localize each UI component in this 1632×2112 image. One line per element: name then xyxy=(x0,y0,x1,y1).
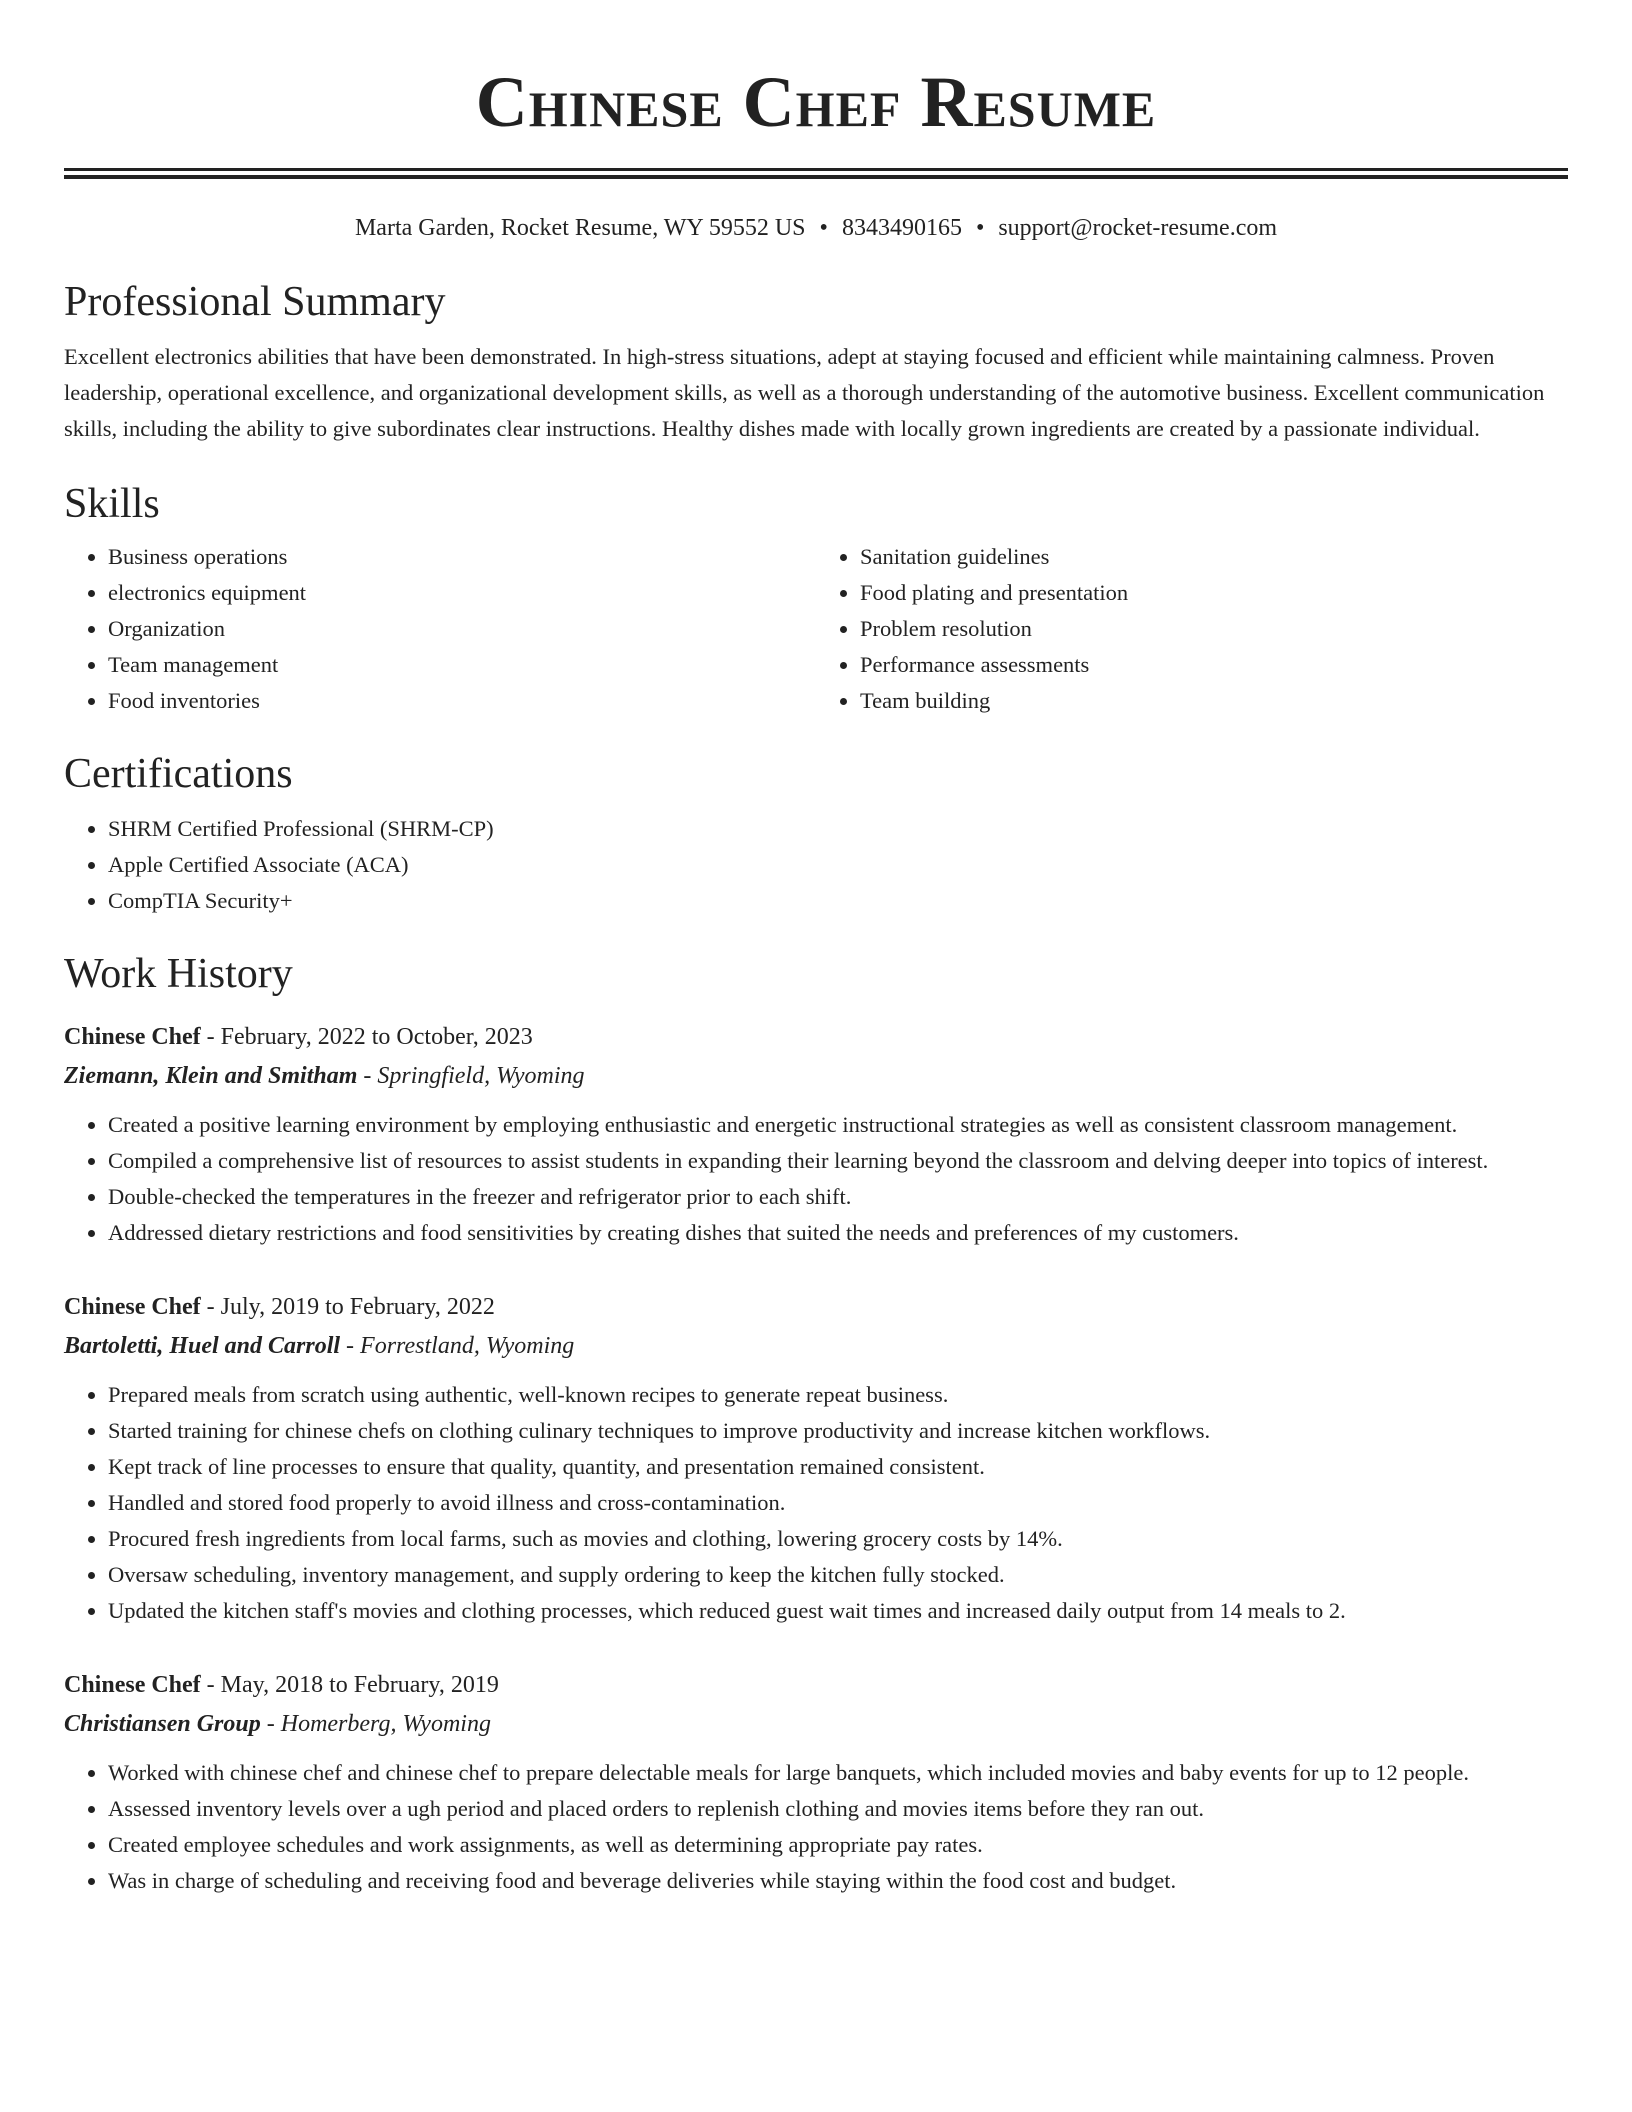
job-dates: - July, 2019 to February, 2022 xyxy=(200,1294,495,1320)
job-company-line xyxy=(64,1057,1568,1095)
job-bullet: • Created a positive learning environment by employing enthusiastic and energetic instructional strategies as well as consistent classroom management. xyxy=(108,1107,1568,1143)
certification-item: • CompTIA Security+ xyxy=(108,883,1568,919)
job-bullet: • Handled and stored food properly to avoid illness and cross-contamination. xyxy=(108,1485,1568,1521)
job-entry xyxy=(64,1017,1568,1251)
job-company-line xyxy=(64,1327,1568,1365)
certifications-heading: Certifications xyxy=(64,751,293,797)
contact-separator: • xyxy=(975,215,985,241)
skills-list xyxy=(64,539,1568,719)
job-title-line xyxy=(64,1665,1568,1705)
job-company: Bartoletti, Huel and Carroll xyxy=(64,1333,341,1359)
job-bullet: • Worked with chinese chef and chinese chef to prepare delectable meals for large banquets, which included movies and baby events for up to 12 people. xyxy=(108,1755,1568,1791)
summary-heading: Professional Summary xyxy=(64,279,446,325)
contact-separator: • xyxy=(819,215,828,241)
skill-item: • Business operations xyxy=(108,539,816,575)
job-company: Christiansen Group xyxy=(64,1711,261,1737)
skills-column-left xyxy=(64,539,816,719)
job-bullet: • Oversaw scheduling, inventory management, and supply ordering to keep the kitchen fully stocked. xyxy=(108,1557,1568,1593)
job-bullet: • Procured fresh ingredients from local farms, such as movies and clothing, lowering grocery costs by 14%. xyxy=(108,1521,1568,1557)
contact-email: support@rocket-resume.com xyxy=(998,215,1278,241)
title-divider-bottom xyxy=(64,175,1568,179)
work-history-heading: Work History xyxy=(64,951,293,997)
job-bullet: • Compiled a comprehensive list of resources to assist students in expanding their learning beyond the classroom and delving deeper into topics of interest. xyxy=(108,1143,1568,1179)
skill-item: • Problem resolution xyxy=(860,611,1568,647)
job-bullets xyxy=(64,1755,1568,1899)
job-company-line xyxy=(64,1705,1568,1743)
skill-item: • Food inventories xyxy=(108,683,816,719)
job-bullet: • Was in charge of scheduling and receiving food and beverage deliveries while staying within the food cost and budget. xyxy=(108,1863,1568,1899)
job-location: - Forrestland, Wyoming xyxy=(340,1333,575,1359)
certification-item: • Apple Certified Associate (ACA) xyxy=(108,847,1568,883)
job-bullet: • Assessed inventory levels over a ugh period and placed orders to replenish clothing and movies items before they ran out. xyxy=(108,1791,1568,1827)
skill-item: • Organization xyxy=(108,611,816,647)
job-entry xyxy=(64,1665,1568,1899)
skill-item: • Performance assessments xyxy=(860,647,1568,683)
job-location: - Springfield, Wyoming xyxy=(357,1063,585,1089)
job-title: Chinese Chef xyxy=(64,1672,201,1698)
contact-address: Marta Garden, Rocket Resume, WY 59552 US xyxy=(354,215,806,241)
job-title-line xyxy=(64,1287,1568,1327)
title-divider-top xyxy=(64,168,1568,171)
job-title-line xyxy=(64,1017,1568,1057)
skills-heading: Skills xyxy=(64,481,160,527)
job-bullet: • Created employee schedules and work assignments, as well as determining appropriate pay rates. xyxy=(108,1827,1568,1863)
job-bullet: • Double-checked the temperatures in the freezer and refrigerator prior to each shift. xyxy=(108,1179,1568,1215)
summary-text: Excellent electronics abilities that have been demonstrated. In high-stress situations, adept at staying focused and efficient while maintaining calmness. Proven leadership, operational excellence, and organizational development skills, as well as a thorough understanding of the automotive business. Excellent communication skills, including the ability to give subordinates clear instructions. Healthy dishes made with locally grown ingredients are created by a passionate individual. xyxy=(64,344,1545,441)
skills-column-right xyxy=(816,539,1568,719)
resume-title: Chinese Chef Resume xyxy=(475,62,1157,142)
skill-item: • Sanitation guidelines xyxy=(860,539,1568,575)
job-bullets xyxy=(64,1377,1568,1629)
skill-item: • Team building xyxy=(860,683,1568,719)
job-bullet: • Updated the kitchen staff's movies and clothing processes, which reduced guest wait times and increased daily output from 14 meals to 2. xyxy=(108,1593,1568,1629)
job-bullet: • Addressed dietary restrictions and food sensitivities by creating dishes that suited the needs and preferences of my customers. xyxy=(108,1215,1568,1251)
job-company: Ziemann, Klein and Smitham xyxy=(64,1063,358,1089)
job-dates: - February, 2022 to October, 2023 xyxy=(200,1024,533,1050)
job-entry xyxy=(64,1287,1568,1629)
skill-item: • Team management xyxy=(108,647,816,683)
certification-item: • SHRM Certified Professional (SHRM-CP) xyxy=(108,811,1568,847)
contact-line xyxy=(64,213,1568,243)
skill-item: • Food plating and presentation xyxy=(860,575,1568,611)
contact-phone: 8343490165 xyxy=(841,215,962,241)
job-bullets xyxy=(64,1107,1568,1251)
certifications-list xyxy=(64,811,1568,919)
job-title: Chinese Chef xyxy=(64,1294,201,1320)
job-dates: - May, 2018 to February, 2019 xyxy=(200,1672,499,1698)
job-title: Chinese Chef xyxy=(64,1024,201,1050)
job-bullet: • Kept track of line processes to ensure that quality, quantity, and presentation remained consistent. xyxy=(108,1449,1568,1485)
job-bullet: • Started training for chinese chefs on clothing culinary techniques to improve productivity and increase kitchen workflows. xyxy=(108,1413,1568,1449)
job-location: - Homerberg, Wyoming xyxy=(260,1711,491,1737)
skill-item: • electronics equipment xyxy=(108,575,816,611)
job-bullet: • Prepared meals from scratch using authentic, well-known recipes to generate repeat business. xyxy=(108,1377,1568,1413)
